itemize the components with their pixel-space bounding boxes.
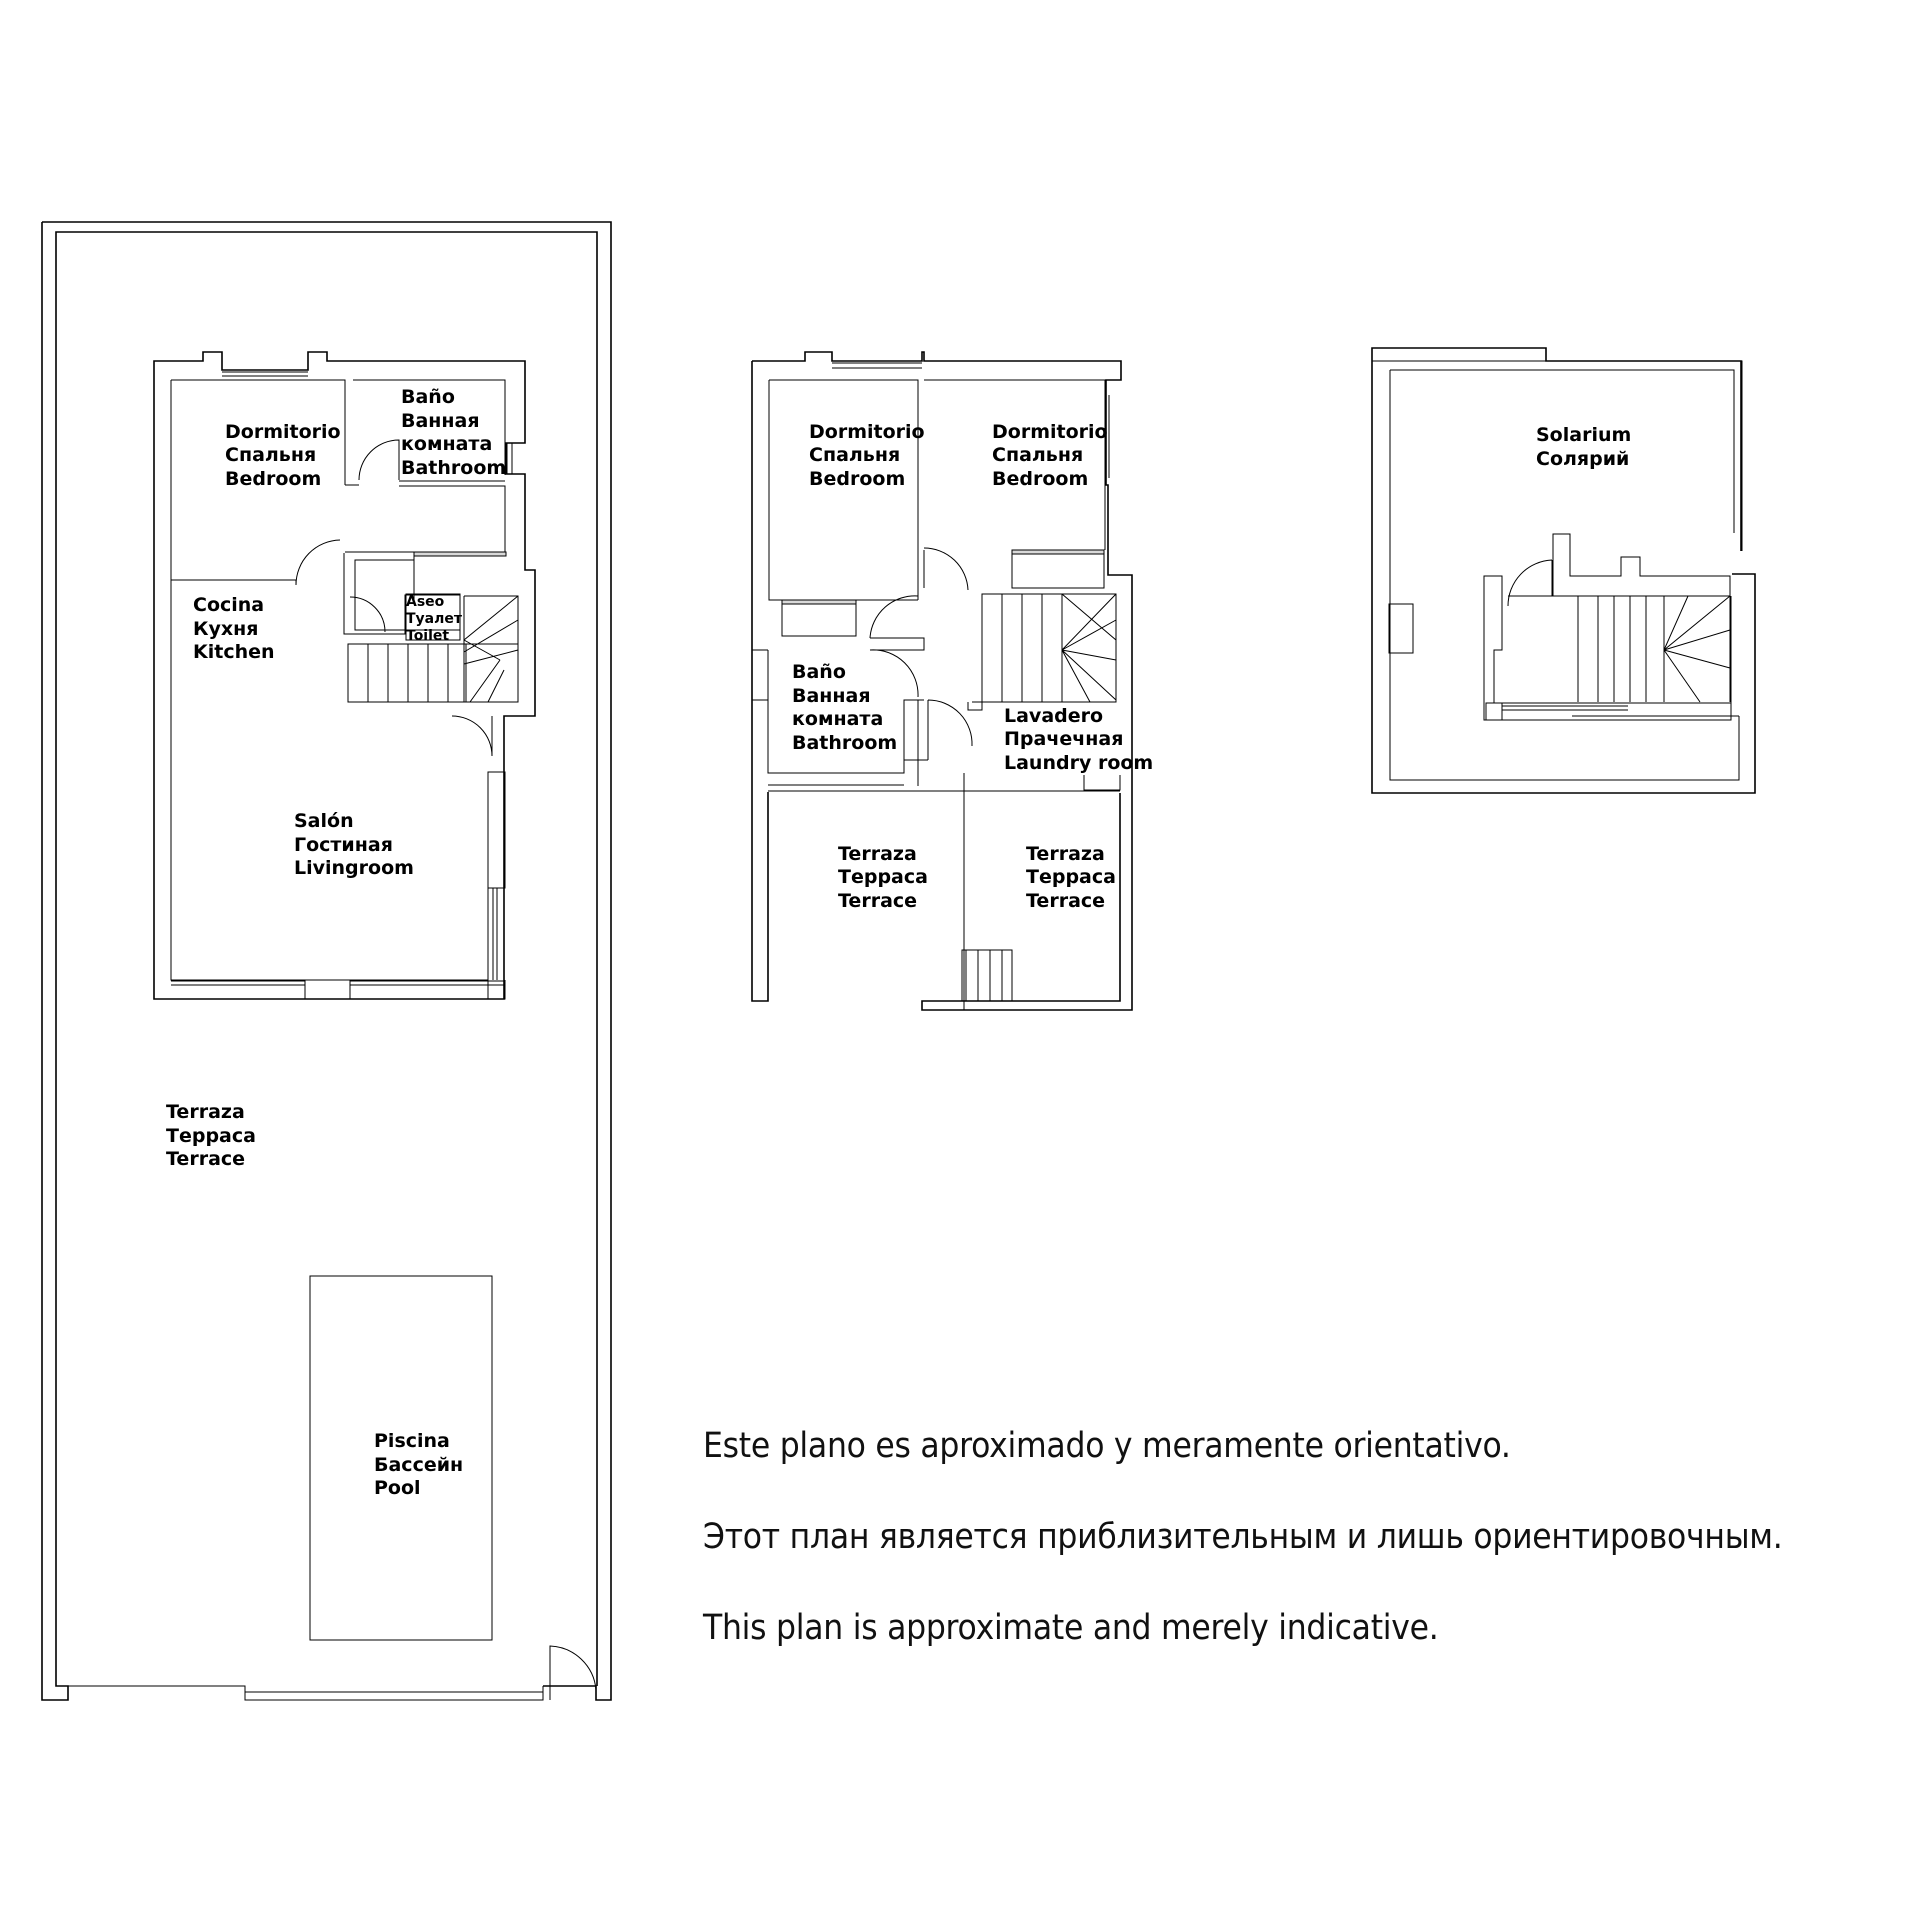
- roof-chimney: [1486, 703, 1502, 720]
- disclaimer-en: This plan is approximate and merely indicative.: [703, 1608, 1439, 1648]
- wardrobe-bed1-bar: [782, 600, 856, 604]
- window-bed1: [832, 363, 922, 368]
- window-bedroom: [222, 372, 308, 376]
- bath-bottom-wall: [345, 481, 505, 600]
- roof-door-swing: [1508, 560, 1552, 606]
- roof-stair-enclosure: [1484, 534, 1731, 720]
- room-label-first-bathroom: Baño Ванная комната Bathroom: [792, 661, 898, 754]
- room-label-laundry: Lavadero Прачечная Laundry room: [1004, 705, 1154, 774]
- solarium-skylight: [1389, 604, 1413, 653]
- room-label-first-bedroom-2: Dormitorio Спальня Bedroom: [992, 421, 1108, 490]
- terrace-steps: [962, 950, 1012, 1001]
- room-label-toilet: Aseo Туалет Toilet: [406, 594, 462, 644]
- roof-outer-wall: [1372, 348, 1755, 793]
- living-door-swing: [452, 716, 492, 756]
- window-living-side: [488, 772, 505, 980]
- room-label-kitchen: Cocina Кухня Kitchen: [193, 594, 275, 663]
- wardrobe-bed2: [1012, 550, 1104, 588]
- gate-door-swing: [550, 1646, 596, 1700]
- first-floor-inner-lines: [769, 380, 1105, 600]
- room-label-first-terrace-2: Terraza Терраса Terrace: [1026, 843, 1116, 912]
- room-label-ground-terrace: Terraza Терраса Terrace: [166, 1101, 256, 1170]
- room-label-first-terrace-1: Terraza Терраса Terrace: [838, 843, 928, 912]
- room-label-solarium: Solarium Солярий: [1536, 424, 1632, 470]
- disclaimer-ru: Этот план является приблизительным и лишь ориентировочным.: [703, 1517, 1783, 1557]
- disclaimer-es: Este plano es aproximado y meramente orientativo.: [703, 1426, 1511, 1466]
- bedroom-bottom-wall: [171, 580, 296, 585]
- room-label-ground-bathroom: Baño Ванная комната Bathroom: [401, 386, 507, 479]
- hall-wall: [870, 638, 924, 697]
- bath-door-swing: [359, 440, 399, 480]
- room-label-livingroom: Salón Гостиная Livingroom: [294, 810, 414, 879]
- roof-floor-plan: [1372, 348, 1755, 793]
- wardrobe-bed2-bar: [1012, 550, 1104, 554]
- ground-floor-plan: [42, 222, 611, 1700]
- hall-door-swing-1: [870, 596, 918, 638]
- roof-rail: [1502, 706, 1628, 710]
- stairs-first: [982, 594, 1116, 702]
- hall-door-swing-2: [928, 700, 972, 760]
- bedroom-door-swing: [296, 540, 340, 585]
- counter-top: [414, 552, 506, 556]
- wardrobe-bed1: [782, 600, 856, 636]
- room-label-ground-bedroom: Dormitorio Спальня Bedroom: [225, 421, 341, 490]
- plot-gate: [68, 1686, 543, 1700]
- room-label-first-bedroom-1: Dormitorio Спальня Bedroom: [809, 421, 925, 490]
- stairs-roof: [1578, 596, 1730, 702]
- window-bath: [507, 443, 512, 474]
- room-label-pool: Piscina Бассейн Pool: [374, 1430, 464, 1499]
- window-living-bottom: [171, 980, 505, 999]
